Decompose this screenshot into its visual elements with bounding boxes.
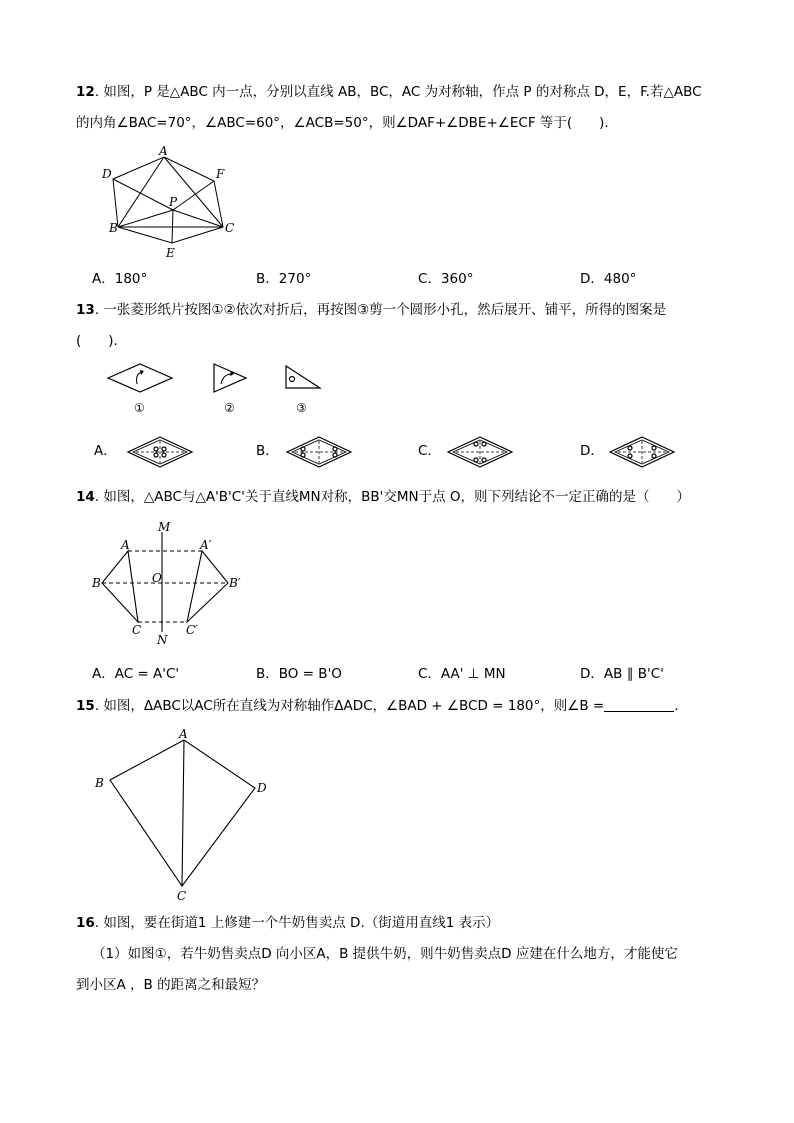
q12-line2: 的内角∠BAC=70°，∠ABC=60°，∠ACB=50°，则∠DAF+∠DBE+∠ECF 等于( ). [76, 115, 609, 131]
q14-option-b[interactable]: B．BO = B'O [256, 666, 342, 682]
q15-line1: 15. 如图，ΔABC以AC所在直线为对称轴作ΔADC，∠BAD + ∠BCD = 180°，则∠B = . [76, 698, 679, 714]
q12-label-C: C [225, 221, 235, 235]
q12-option-c[interactable]: C．360° [418, 271, 474, 287]
q13-option-c-figure[interactable] [446, 434, 514, 470]
q14-label-A2: A′ [200, 538, 212, 552]
q15-figure [90, 724, 280, 906]
diagonal-ac [182, 740, 184, 886]
q14-label-O: O [152, 571, 162, 585]
q15-label-C: C [177, 889, 187, 903]
step-label-2: ② [224, 401, 235, 415]
q14-option-c[interactable]: C．AA' ⊥ MN [418, 666, 506, 682]
step-label-1: ① [134, 401, 145, 415]
q12-label-B: B [109, 221, 118, 235]
q14-label-A: A [121, 538, 130, 552]
q14-option-d[interactable]: D．AB ∥ B'C' [580, 666, 664, 682]
q12-label-E: E [166, 246, 175, 260]
q15-label-B: B [95, 776, 104, 790]
q13-line1: 13. 一张菱形纸片按图①②依次对折后，再按图③剪一个圆形小孔，然后展开、铺平，所得的图案是 [76, 302, 667, 318]
q12-line1: 12. 如图，P 是△ABC 内一点，分别以直线 AB，BC，AC 为对称轴，作点 P 的对称点 D，E，F.若△ABC [76, 84, 702, 100]
step-label-3: ③ [296, 401, 307, 415]
q14-label-N: N [157, 633, 168, 647]
q12-option-a[interactable]: A．180° [92, 271, 148, 287]
q16-line1: 16. 如图，要在街道1 上修建一个牛奶售卖点 D.（街道用直线1 表示） [76, 915, 500, 931]
q15-label-A: A [179, 727, 188, 741]
q13-option-a-figure[interactable] [126, 434, 194, 470]
triangle-a2b2c2 [187, 551, 228, 622]
q14-label-B: B [92, 576, 101, 590]
q12-option-b[interactable]: B．270° [256, 271, 312, 287]
q13-option-c[interactable]: C． [418, 443, 441, 459]
q14-label-B2: B′ [229, 576, 241, 590]
q12-label-D: D [102, 167, 112, 181]
q16-sub1-line2: 到小区A ，B 的距离之和最短？ [76, 977, 266, 993]
q14-label-C2: C′ [186, 623, 198, 637]
q12-label-A: A [159, 145, 168, 158]
q12-label-P: P [169, 195, 178, 209]
q13-option-a[interactable]: A． [94, 443, 117, 459]
q12-label-F: F [216, 167, 225, 181]
q13-option-d-figure[interactable] [608, 434, 676, 470]
q15-label-D: D [257, 781, 267, 795]
q13-option-d[interactable]: D． [580, 443, 604, 459]
q13-option-b[interactable]: B． [256, 443, 279, 459]
rhombus-step1 [108, 364, 172, 392]
triangle-step2 [214, 364, 246, 392]
q12-figure [96, 145, 246, 263]
q14-label-M: M [158, 520, 171, 534]
q13-steps [104, 360, 344, 418]
triangle-abc [102, 551, 138, 622]
answer-blank[interactable] [604, 697, 674, 712]
q14-label-C: C [132, 623, 142, 637]
q14-line1: 14. 如图，△ABC与△A'B'C'关于直线MN对称，BB'交MN于点 O，则下列结论不一定正确的是（ ） [76, 489, 691, 505]
q12-hexagon [113, 157, 223, 243]
q16-sub1-line1: （1）如图①，若牛奶售卖点D 向小区A，B 提供牛奶，则牛奶售卖点D 应建在什么地方，才能使它 [92, 946, 678, 962]
q13-line2: ( ). [76, 333, 118, 349]
q14-option-a[interactable]: A．AC = A'C' [92, 666, 180, 682]
q14-figure [90, 518, 250, 648]
q13-option-b-figure[interactable] [285, 434, 353, 470]
q12-option-d[interactable]: D．480° [580, 271, 637, 287]
